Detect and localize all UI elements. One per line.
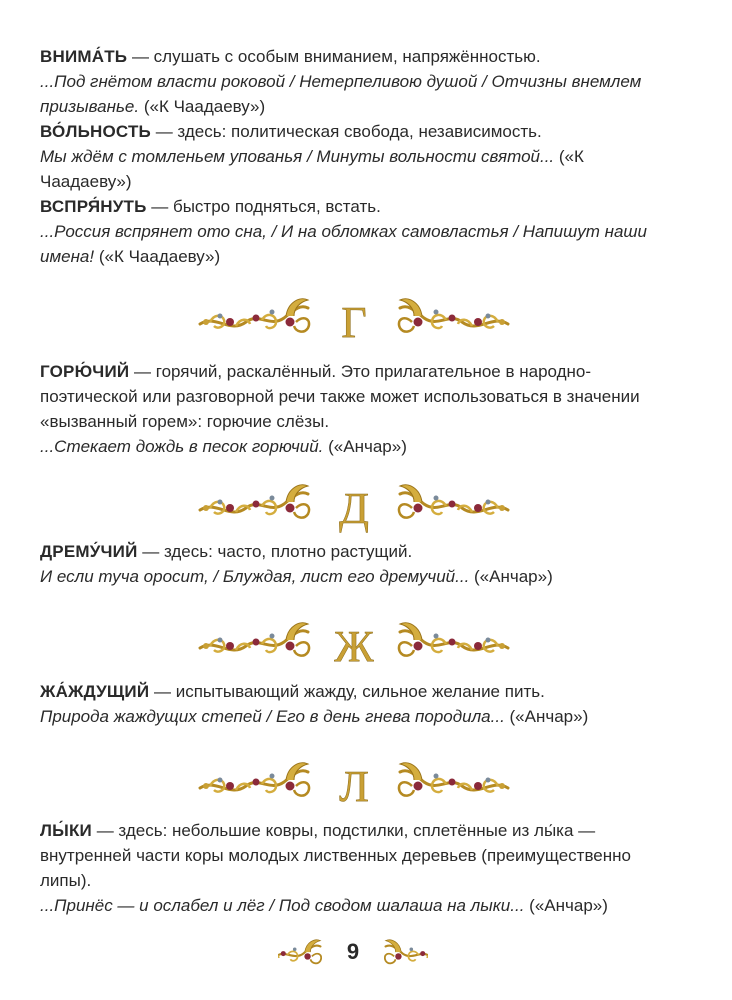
flourish-ornament-icon [196,292,314,348]
entry-vspryanut [40,194,664,269]
entry-definition: — здесь: часто, плотно растущий. [137,542,413,561]
section-letter: Л [339,762,369,811]
entry-term: ДРЕМУ́ЧИЙ [40,542,138,561]
entry-definition: — здесь: политическая свобода, независимость. [150,122,542,141]
section-letter: Ж [334,622,374,671]
entry-source: («К Чаадаеву») [94,247,221,266]
entry-definition: — слушать с особым вниманием, напряжённостью. [127,47,541,66]
section-divider-zh [196,616,512,676]
entry-goryuchiy [40,359,664,459]
entry-quote: ...Под гнётом власти роковой / Нетерпеливою душой / Отчизны внемлем призыванье. [40,72,642,116]
page-footer [278,935,428,975]
section-divider-l [196,756,512,816]
entry-source: («Анчар») [469,567,553,586]
entry-quote: Природа жаждущих степей / Его в день гнева породила... [40,707,505,726]
entry-quote: И если туча оросит, / Блуждая, лист его дремучий... [40,567,470,586]
entry-lyki [40,818,664,918]
entry-definition: — здесь: небольшие ковры, подстилки, сплетённые из лы́ка — внутренней части коры молодых лиственных деревьев (преимущественно липы). [40,821,631,890]
flourish-ornament-icon [196,756,314,812]
page-number: 9 [346,939,360,964]
entry-quote: ...Стекает дождь в песок горючий. [40,437,324,456]
entry-zhazhdushchiy [40,679,664,729]
entry-volnost [40,119,664,194]
entry-term: ГОРЮ́ЧИЙ [40,362,130,381]
entry-term: ЖА́ЖДУЩИЙ [40,682,150,701]
flourish-ornament-icon [394,478,512,534]
flourish-ornament-icon [196,478,314,534]
entry-dremuchiy [40,539,664,589]
section-divider-d [196,478,512,538]
entry-source: («Анчар») [323,437,407,456]
entry-term: ВНИМА́ТЬ [40,47,128,66]
entry-source: («К Чаадаеву») [139,97,266,116]
entry-quote: ...Принёс — и ослабел и лёг / Под сводом шалаша на лыки... [40,896,525,915]
flourish-ornament-icon [278,935,330,975]
entry-source: («Анчар») [504,707,589,726]
section-divider-g [196,292,512,352]
flourish-ornament-icon [376,935,428,975]
flourish-ornament-icon [196,616,314,672]
section-letter: Г [341,298,367,347]
entry-definition: — горячий, раскалённый. Это прилагательное в народно-поэтической или разговорной речи также может использоваться в значении «вызванный горем»: горючие слёзы. [40,362,640,431]
entry-term: ВСПРЯ́НУТЬ [40,197,147,216]
entry-vnimat [40,44,664,119]
entry-source: («К Чаадаеву») [40,147,584,191]
entry-definition: — быстро подняться, встать. [146,197,381,216]
entry-term: ЛЫ́КИ [40,821,92,840]
flourish-ornament-icon [394,616,512,672]
entry-source: («Анчар») [524,896,608,915]
entry-term: ВО́ЛЬНОСТЬ [40,122,151,141]
entry-definition: — испытывающий жажду, сильное желание пить. [149,682,545,701]
section-letter: Д [338,484,369,533]
flourish-ornament-icon [394,756,512,812]
entry-quote: Мы ждём с томленьем упованья / Минуты вольности святой... [40,147,555,166]
entry-quote: ...Россия вспрянет ото сна, / И на обломках самовластья / Напишут наши имена! [40,222,647,266]
flourish-ornament-icon [394,292,512,348]
